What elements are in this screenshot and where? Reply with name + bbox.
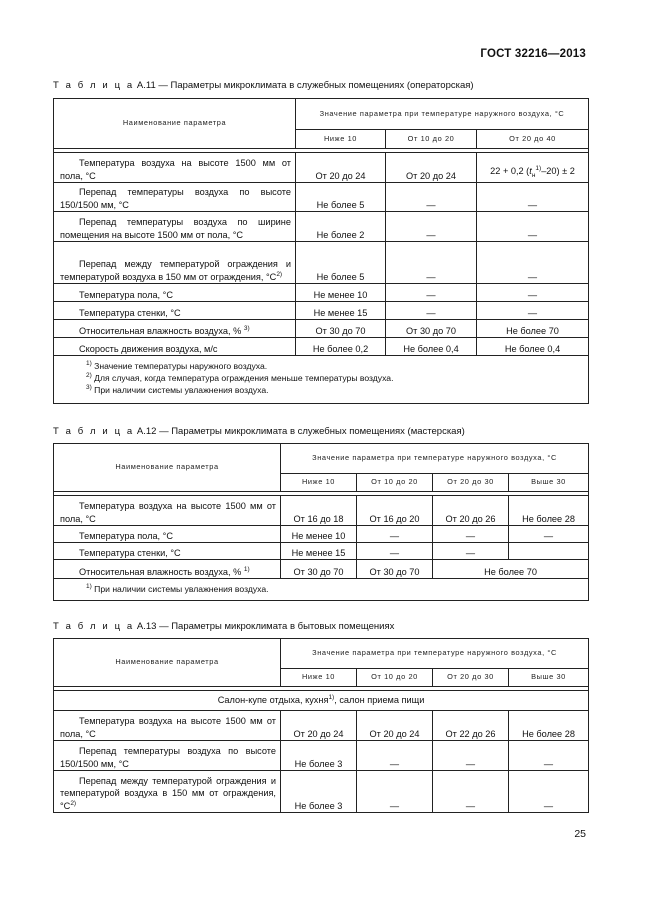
parameter-name: Температура пола, °C — [54, 284, 296, 302]
cell-value: — — [509, 741, 589, 771]
cell-value: От 22 до 26 — [433, 711, 509, 741]
table-row — [54, 543, 589, 560]
column-group-header: Значение параметра при температуре наружного воздуха, °C — [281, 639, 589, 669]
column-header: Ниже 10 — [281, 474, 357, 492]
cell-value: — — [433, 741, 509, 771]
cell-value: От 20 до 26 — [433, 496, 509, 526]
parameter-name: Перепад между температурой ограждения и температурой воздуха в 150 мм от ограждения, $^\circ C^{2)}$ — [54, 242, 296, 284]
table-row — [54, 183, 589, 212]
cell-value: Не более 0,4 — [386, 338, 477, 356]
cell-value: — — [386, 302, 477, 320]
cell-value: Не более 0,4 — [477, 338, 589, 356]
table-row — [54, 153, 589, 183]
cell-value: — — [433, 543, 509, 560]
cell-value: 22 + 0,2 $(t_н^{1)}-20) \pm 2$ — [477, 153, 589, 183]
cell-value: Не менее 10 — [281, 526, 357, 543]
table-a13-caption — [53, 621, 394, 632]
column-header: От 20 до 30 — [433, 669, 509, 687]
cell-value: Не менее 15 — [281, 543, 357, 560]
caption-label: Т а б л и ц а — [53, 621, 135, 632]
section-title: Салон-купе отдыха, кухня$^{1)}$, салон приема пищи — [54, 691, 589, 711]
parameter-name: Перепад температуры воздуха по ширине помещения на высоте 1500 мм от пола, °C — [54, 212, 296, 242]
section-row — [54, 691, 589, 711]
parameter-name: Перепад температуры воздуха по высоте 150/1500 мм, °C — [54, 183, 296, 212]
table-row — [54, 711, 589, 741]
caption-text: А.12 — Параметры микроклимата в служебных помещениях (мастерская) — [134, 426, 465, 437]
parameter-name: Относительная влажность воздуха, % $^{3)}$ — [54, 320, 296, 338]
column-group-header: Значение параметра при температуре наружного воздуха, °C — [296, 99, 589, 130]
caption-label: Т а б л и ц а — [53, 80, 135, 91]
cell-value: Не более 3 — [281, 741, 357, 771]
cell-value: — — [477, 212, 589, 242]
cell-value: От 16 до 18 — [281, 496, 357, 526]
footnote: $^{1)}$ При наличии системы увлажнения воздуха. — [86, 583, 269, 594]
table-row — [54, 741, 589, 771]
cell-value: — — [386, 212, 477, 242]
table-row — [54, 338, 589, 356]
parameter-name: Температура воздуха на высоте 1500 мм от пола, °C — [54, 153, 296, 183]
cell-value: — — [357, 543, 433, 560]
cell-value: — — [386, 242, 477, 284]
cell-value: — — [357, 741, 433, 771]
column-group-header: Значение параметра при температуре наружного воздуха, °C — [281, 444, 589, 474]
column-header: Выше 30 — [509, 669, 589, 687]
cell-value: От 16 до 20 — [357, 496, 433, 526]
table-row — [54, 560, 589, 579]
caption-text: А.13 — Параметры микроклимата в бытовых помещениях — [134, 621, 395, 632]
cell-value: Не более 28 — [509, 711, 589, 741]
cell-value: Не более 70 — [433, 560, 589, 579]
column-header: Выше 30 — [509, 474, 589, 492]
column-header: От 10 до 20 — [357, 669, 433, 687]
parameter-name: Перепад между температурой ограждения и температурой воздуха в 150 мм от ограждения, $^\circ C^{2)}$ — [54, 771, 281, 813]
parameter-name: Скорость движения воздуха, м/с — [54, 338, 296, 356]
cell-value: Не более 70 — [477, 320, 589, 338]
parameter-name: Температура стенки, °C — [54, 302, 296, 320]
column-header: Ниже 10 — [296, 130, 386, 149]
footnotes-cell — [54, 356, 589, 404]
column-header: От 20 до 30 — [433, 474, 509, 492]
cell-value — [509, 543, 589, 560]
cell-value: От 30 до 70 — [357, 560, 433, 579]
cell-value: — — [477, 242, 589, 284]
cell-value: Не более 3 — [281, 771, 357, 813]
column-header: Ниже 10 — [281, 669, 357, 687]
document-standard-number: ГОСТ 32216—2013 — [480, 48, 586, 60]
cell-value: Не более 28 — [509, 496, 589, 526]
table-row — [54, 320, 589, 338]
table-a11-caption — [53, 80, 474, 91]
column-header: От 20 до 40 — [477, 130, 589, 149]
table-footnotes — [54, 356, 589, 404]
parameter-name: Температура воздуха на высоте 1500 мм от пола, °C — [54, 496, 281, 526]
column-header-name: Наименование параметра — [54, 99, 296, 149]
parameter-name: Температура пола, °C — [54, 526, 281, 543]
column-header-name: Наименование параметра — [54, 639, 281, 687]
footnote: $^{2)}$ Для случая, когда температура ограждения меньше температуры воздуха. — [86, 372, 394, 383]
cell-value: — — [433, 771, 509, 813]
cell-value: От 20 до 24 — [281, 711, 357, 741]
cell-value: Не менее 15 — [296, 302, 386, 320]
page-number: 25 — [574, 828, 586, 840]
cell-value: — — [477, 284, 589, 302]
footnote: $^{3)}$ При наличии системы увлажнения воздуха. — [86, 384, 269, 395]
cell-value: Не более 2 — [296, 212, 386, 242]
cell-value: — — [509, 526, 589, 543]
table-row — [54, 284, 589, 302]
cell-value: От 30 до 70 — [296, 320, 386, 338]
cell-value: — — [386, 284, 477, 302]
cell-value: — — [477, 302, 589, 320]
caption-text: А.11 — Параметры микроклимата в служебных помещениях (операторская) — [134, 80, 474, 91]
cell-value: Не более 5 — [296, 183, 386, 212]
table-row — [54, 302, 589, 320]
table-row — [54, 242, 589, 284]
column-header: От 10 до 20 — [357, 474, 433, 492]
table-row — [54, 496, 589, 526]
column-header: От 10 до 20 — [386, 130, 477, 149]
cell-value: — — [386, 183, 477, 212]
cell-value: — — [357, 771, 433, 813]
table-a13 — [53, 638, 589, 813]
footnotes-cell — [54, 579, 589, 601]
parameter-name: Относительная влажность воздуха, % $^{1)}$ — [54, 560, 281, 579]
caption-label: Т а б л и ц а — [53, 426, 135, 437]
table-row — [54, 771, 589, 813]
cell-value: Не более 0,2 — [296, 338, 386, 356]
cell-value: Не более 5 — [296, 242, 386, 284]
footnote: $^{1)}$ Значение температуры наружного воздуха. — [86, 360, 268, 371]
table-row — [54, 526, 589, 543]
table-a11 — [53, 98, 589, 404]
parameter-name: Перепад температуры воздуха по высоте 150/1500 мм, °C — [54, 741, 281, 771]
cell-value: — — [433, 526, 509, 543]
table-a12 — [53, 443, 589, 601]
parameter-name: Температура стенки, °C — [54, 543, 281, 560]
cell-value: От 20 до 24 — [296, 153, 386, 183]
table-a12-caption — [53, 426, 465, 437]
cell-value: От 20 до 24 — [357, 711, 433, 741]
column-header-name: Наименование параметра — [54, 444, 281, 492]
cell-value: От 30 до 70 — [281, 560, 357, 579]
cell-value: — — [509, 771, 589, 813]
table-row — [54, 212, 589, 242]
cell-value: — — [357, 526, 433, 543]
cell-value: — — [477, 183, 589, 212]
parameter-name: Температура воздуха на высоте 1500 мм от пола, °C — [54, 711, 281, 741]
cell-value: От 30 до 70 — [386, 320, 477, 338]
cell-value: Не менее 10 — [296, 284, 386, 302]
cell-value: От 20 до 24 — [386, 153, 477, 183]
table-footnotes — [54, 579, 589, 601]
